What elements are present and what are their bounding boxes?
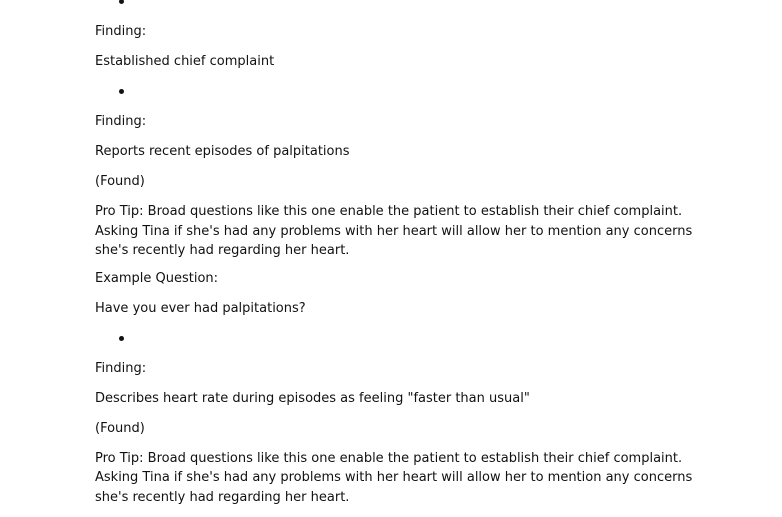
- finding-status: (Found): [95, 174, 145, 189]
- bullet-item: [95, 84, 725, 100]
- example-question: Have you ever had palpitations?: [95, 300, 306, 316]
- bullet-dot: [119, 336, 124, 341]
- bullet-item: [95, 0, 725, 10]
- bullet-dot: [119, 0, 124, 4]
- finding-text: Reports recent episodes of palpitations: [95, 144, 350, 159]
- finding-label: Finding:: [95, 114, 147, 129]
- bullet-item: [95, 331, 725, 347]
- pro-tip: Pro Tip: Broad questions like this one enable the patient to establish their chief complaint. Asking Tina if she's had any problems with her heart will allow her to mention any concerns she's recently had regarding her heart.: [95, 204, 693, 258]
- finding-text: Describes heart rate during episodes as feeling "faster than usual": [95, 390, 530, 406]
- example-question-label: Example Question:: [95, 270, 219, 286]
- findings-document: [95, 0, 725, 517]
- finding-text: Established chief complaint: [95, 54, 275, 69]
- finding-status: (Found): [95, 420, 145, 436]
- bullet-dot: [119, 89, 124, 94]
- finding-label: Finding:: [95, 24, 147, 39]
- finding-label: Finding:: [95, 360, 147, 376]
- pro-tip: Pro Tip: Broad questions like this one enable the patient to establish their chief complaint. Asking Tina if she's had any problems with her heart will allow her to mention any concerns she's recently had regarding her heart.: [95, 450, 693, 505]
